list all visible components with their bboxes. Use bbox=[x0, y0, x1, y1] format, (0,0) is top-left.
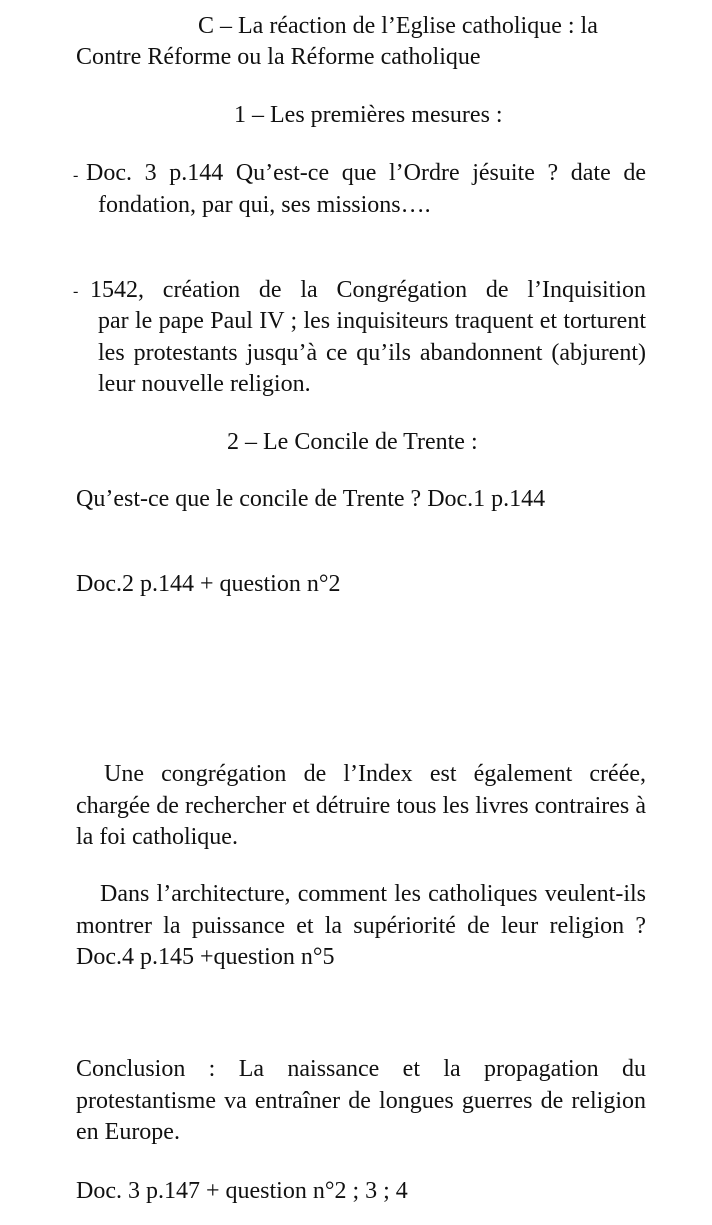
bullet-jesuits-line1: Doc. 3 p.144 Qu’est-ce que l’Ordre jésuite ? date de bbox=[86, 160, 646, 186]
subsection-2-heading: 2 – Le Concile de Trente : bbox=[227, 429, 478, 455]
bullet-jesuits-line2: fondation, par qui, ses missions…. bbox=[98, 192, 431, 218]
bullet-inquisition-text: par le pape Paul IV ; les inquisiteurs traquent et torturent les protestants jusqu’à ce qu’ils abandonnent (abjurent) leur nouvelle religion. bbox=[98, 308, 646, 397]
bullet-inquisition-line1: 1542, création de la Congrégation de l’Inquisition bbox=[90, 277, 646, 303]
subsection-1-heading: 1 – Les premières mesures : bbox=[234, 102, 503, 128]
question-doc2: Doc.2 p.144 + question n°2 bbox=[76, 571, 341, 597]
bullet-marker: - bbox=[73, 283, 79, 300]
bullet-marker: - bbox=[73, 167, 79, 184]
question-concile-trente: Qu’est-ce que le concile de Trente ? Doc.1 p.144 bbox=[76, 486, 546, 512]
question-doc3-p147: Doc. 3 p.147 + question n°2 ; 3 ; 4 bbox=[76, 1178, 408, 1204]
paragraph-architecture: Dans l’architecture, comment les catholiques veulent-ils montrer la puissance et la supériorité de leur religion ? Doc.4 p.145 +question n°5 bbox=[76, 881, 646, 970]
paragraph-index: Une congrégation de l’Index est également créée, chargée de rechercher et détruire tous les livres contraires à la foi catholique. bbox=[76, 761, 646, 850]
paragraph-conclusion: Conclusion : La naissance et la propagation du protestantisme va entraîner de longues guerres de religion en Europe. bbox=[76, 1056, 646, 1145]
section-c-title-line2: Contre Réforme ou la Réforme catholique bbox=[76, 44, 481, 70]
section-c-title-line1: C – La réaction de l’Eglise catholique : la bbox=[198, 13, 598, 39]
